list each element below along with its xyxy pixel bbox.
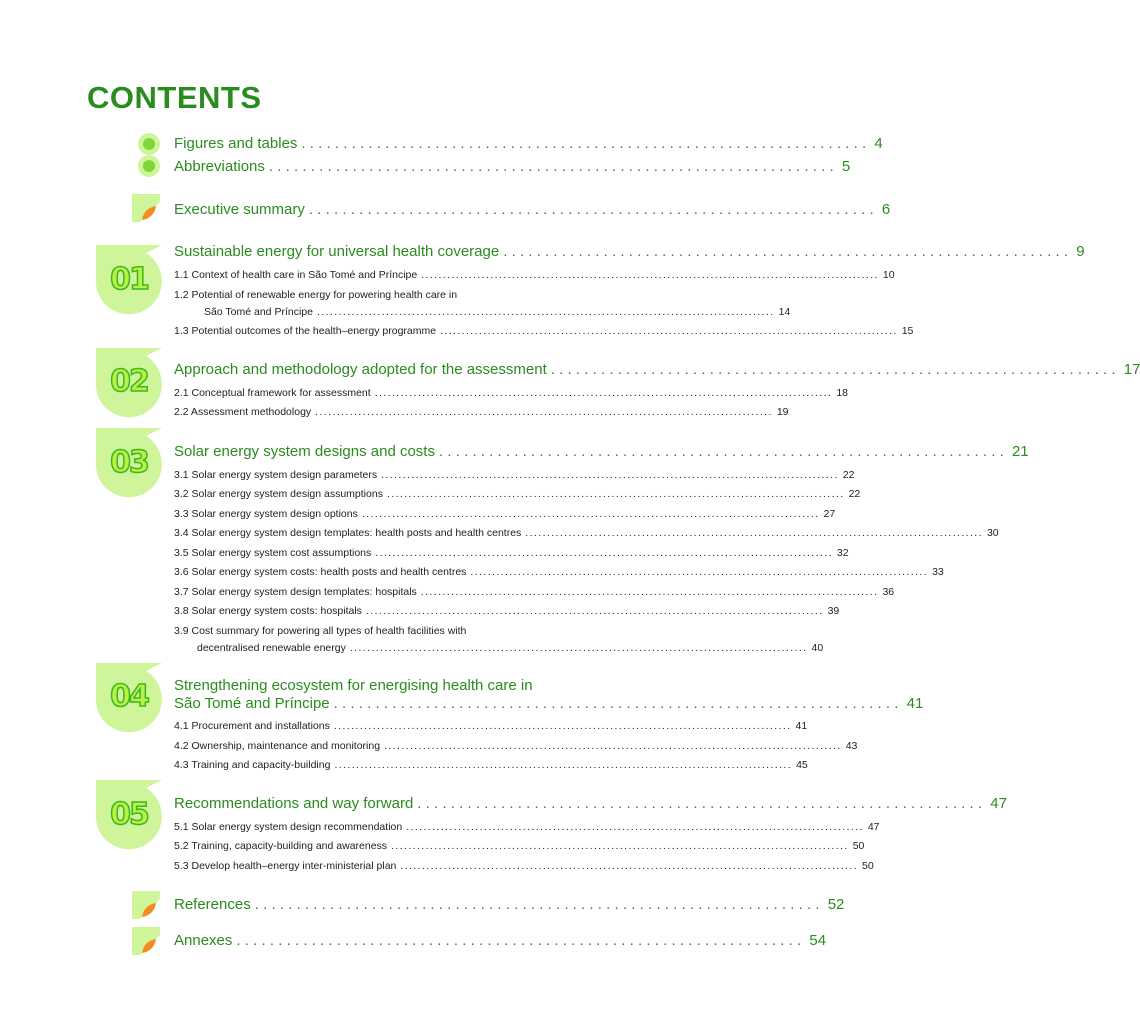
- toc-entry-annexes[interactable]: Annexes .................................................................... 54: [174, 932, 827, 949]
- toc-section[interactable]: 2.1 Conceptual framework for assessment .......................................................................................................... 18: [174, 387, 848, 399]
- toc-chapter-1[interactable]: Sustainable energy for universal health coverage .................................................................... 9: [174, 243, 1085, 260]
- toc-section[interactable]: 1.2 Potential of renewable energy for powering health care in: [174, 289, 458, 301]
- toc-entry-figures[interactable]: Figures and tables .................................................................... 4: [174, 135, 883, 152]
- chapter-number: 04: [110, 679, 148, 714]
- chapter-number: 02: [110, 364, 148, 399]
- chapter-number: 01: [110, 262, 148, 297]
- toc-section[interactable]: 4.3 Training and capacity-building .......................................................................................................... 45: [174, 759, 808, 771]
- toc-chapter-5[interactable]: Recommendations and way forward .................................................................... 47: [174, 795, 1007, 812]
- ring-icon: [138, 155, 160, 177]
- corner-leaf-icon: [132, 927, 160, 955]
- chapter-number: 03: [110, 445, 148, 480]
- toc-chapter-4-continued[interactable]: São Tomé and Príncipe .................................................................... 41: [174, 695, 924, 712]
- toc-section[interactable]: 3.6 Solar energy system costs: health posts and health centres .......................................................................................................... 33: [174, 566, 944, 578]
- toc-section[interactable]: 3.2 Solar energy system design assumptions .......................................................................................................... 22: [174, 488, 861, 500]
- toc-section[interactable]: 3.7 Solar energy system design templates: hospitals .......................................................................................................... 36: [174, 586, 895, 598]
- toc-chapter-4[interactable]: Strengthening ecosystem for energising health care in: [174, 677, 533, 694]
- toc-section[interactable]: 3.8 Solar energy system costs: hospitals .......................................................................................................... 39: [174, 605, 840, 617]
- toc-chapter-2[interactable]: Approach and methodology adopted for the assessment .................................................................... 17: [174, 361, 1140, 378]
- ring-icon: [138, 133, 160, 155]
- toc-section[interactable]: 3.4 Solar energy system design templates: health posts and health centres .......................................................................................................... 30: [174, 527, 999, 539]
- corner-leaf-icon: [132, 194, 160, 222]
- toc-entry-references[interactable]: References .................................................................... 52: [174, 896, 845, 913]
- toc-section[interactable]: 3.1 Solar energy system design parameters .......................................................................................................... 22: [174, 469, 855, 481]
- toc-section[interactable]: 3.5 Solar energy system cost assumptions .......................................................................................................... 32: [174, 547, 849, 559]
- toc-section[interactable]: 1.1 Context of health care in São Tomé and Príncipe .......................................................................................................... 10: [174, 269, 895, 281]
- corner-leaf-icon: [132, 891, 160, 919]
- toc-section[interactable]: 2.2 Assessment methodology .......................................................................................................... 19: [174, 406, 789, 418]
- toc-section[interactable]: 4.2 Ownership, maintenance and monitoring .......................................................................................................... 43: [174, 740, 858, 752]
- toc-section[interactable]: 5.1 Solar energy system design recommendation .......................................................................................................... 47: [174, 821, 880, 833]
- toc-chapter-3[interactable]: Solar energy system designs and costs .................................................................... 21: [174, 443, 1029, 460]
- chapter-number: 05: [110, 797, 148, 832]
- toc-section[interactable]: 4.1 Procurement and installations .......................................................................................................... 41: [174, 720, 808, 732]
- toc-section[interactable]: 5.3 Develop health–energy inter-ministerial plan .......................................................................................................... 50: [174, 860, 874, 872]
- toc-section-continued[interactable]: decentralised renewable energy .......................................................................................................... 40: [197, 642, 824, 654]
- toc-section-continued[interactable]: São Tomé and Príncipe .......................................................................................................... 14: [204, 306, 791, 318]
- page-title: CONTENTS: [87, 80, 262, 115]
- toc-section[interactable]: 3.9 Cost summary for powering all types of health facilities with: [174, 625, 467, 637]
- toc-entry-executive-summary[interactable]: Executive summary .................................................................... 6: [174, 201, 891, 218]
- toc-section[interactable]: 5.2 Training, capacity-building and awareness .......................................................................................................... 50: [174, 840, 865, 852]
- toc-section[interactable]: 3.3 Solar energy system design options .......................................................................................................... 27: [174, 508, 836, 520]
- toc-entry-abbreviations[interactable]: Abbreviations .................................................................... 5: [174, 158, 851, 175]
- toc-section[interactable]: 1.3 Potential outcomes of the health–energy programme .......................................................................................................... 15: [174, 325, 914, 337]
